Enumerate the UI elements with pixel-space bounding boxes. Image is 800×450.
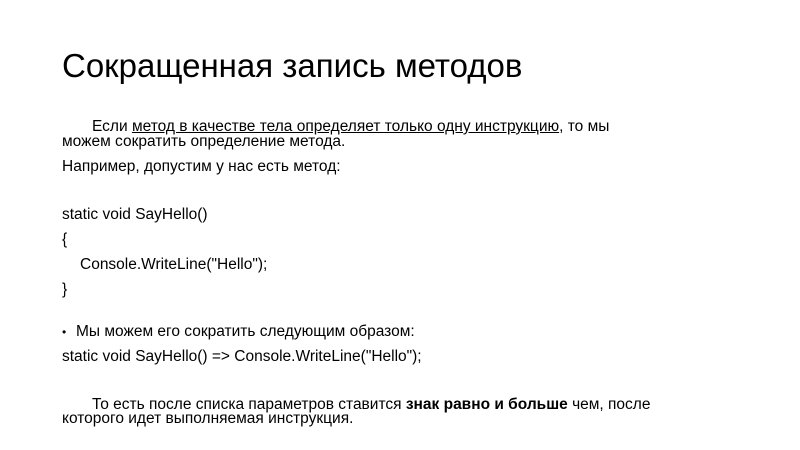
paragraph-1-line-2: можем сократить определение метода. (62, 133, 346, 150)
bullet-item (62, 323, 415, 341)
code-line-4: } (62, 281, 68, 298)
paragraph-1-text-after: , то мы (559, 118, 610, 135)
code-line-1: static void SayHello() (62, 206, 208, 223)
paragraph-3-line-2: которого идет выполняемая инструкция. (62, 410, 354, 427)
bullet-marker: • (62, 325, 67, 339)
paragraph-3-bold-text: знак равно и больше (405, 396, 568, 413)
bullet-text: Мы можем его сократить следующим образом: (76, 323, 415, 340)
paragraph-2: Например, допустим у нас есть метод: (62, 158, 341, 175)
code-short-line: static void SayHello() => Console.WriteLine("Hello"); (62, 348, 422, 365)
paragraph-1-text-before: Если (92, 118, 132, 135)
code-line-2: { (62, 231, 68, 248)
paragraph-1-underlined-text: метод в качестве тела определяет только одну инструкцию (131, 118, 560, 135)
paragraph-3-text-after: чем, после (567, 396, 651, 413)
code-line-3: Console.WriteLine("Hello"); (80, 256, 268, 273)
slide-title: Сокращенная запись методов (62, 47, 523, 84)
paragraph-3-text-before: То есть после списка параметров ставится (92, 396, 406, 413)
